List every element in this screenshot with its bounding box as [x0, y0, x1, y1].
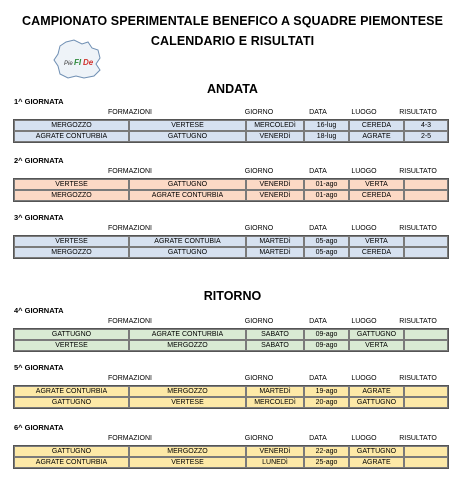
header-risultato: RISULTATO	[399, 375, 437, 382]
match-home-cell: MERGOZZO	[14, 120, 129, 131]
match-row	[14, 397, 448, 408]
match-day-cell: MERCOLEDì	[246, 120, 304, 131]
page-title: CAMPIONATO SPERIMENTALE BENEFICO A SQUADRE PIEMONTESE	[21, 14, 444, 28]
match-result-cell	[404, 236, 448, 247]
match-place-cell: GATTUGNO	[349, 446, 404, 457]
match-place-cell: CEREDA	[349, 190, 404, 201]
match-home-cell: VERTESE	[14, 179, 129, 190]
match-date-cell: 05-ago	[304, 247, 349, 258]
match-day-cell: VENERDì	[246, 446, 304, 457]
match-home-cell: AGRATE CONTURBIA	[14, 457, 129, 468]
match-result-cell	[404, 386, 448, 397]
match-away-cell: MERGOZZO	[129, 340, 246, 351]
match-home-cell: GATTUGNO	[14, 329, 129, 340]
match-date-cell: 19-ago	[304, 386, 349, 397]
match-day-cell: MARTEDì	[246, 247, 304, 258]
header-luogo: LUOGO	[351, 225, 377, 232]
svg-text:Pie: Pie	[64, 61, 73, 67]
match-day-cell: VENERDì	[246, 190, 304, 201]
match-home-cell: GATTUGNO	[14, 397, 129, 408]
header-formazioni: FORMAZIONI	[108, 168, 152, 175]
match-day-cell: VENERDì	[246, 179, 304, 190]
match-result-cell	[404, 190, 448, 201]
header-luogo: LUOGO	[351, 109, 377, 116]
match-away-cell: VERTESE	[129, 397, 246, 408]
match-away-cell: GATTUGNO	[129, 247, 246, 258]
match-result-cell	[404, 179, 448, 190]
header-formazioni: FORMAZIONI	[108, 109, 152, 116]
header-luogo: LUOGO	[351, 435, 377, 442]
match-place-cell: VERTA	[349, 340, 404, 351]
match-place-cell: CEREDA	[349, 120, 404, 131]
match-row	[14, 247, 448, 258]
match-date-cell: 22-ago	[304, 446, 349, 457]
svg-text:FI: FI	[74, 58, 82, 67]
header-luogo: LUOGO	[351, 318, 377, 325]
match-place-cell: GATTUGNO	[349, 329, 404, 340]
match-home-cell: MERGOZZO	[14, 247, 129, 258]
match-row	[14, 446, 448, 457]
match-place-cell: AGRATE	[349, 131, 404, 142]
match-day-cell: MERCOLEDì	[246, 397, 304, 408]
match-home-cell: MERGOZZO	[14, 190, 129, 201]
match-day-cell: SABATO	[246, 340, 304, 351]
match-place-cell: GATTUGNO	[349, 397, 404, 408]
header-formazioni: FORMAZIONI	[108, 435, 152, 442]
match-day-cell: VENERDì	[246, 131, 304, 142]
match-away-cell: VERTESE	[129, 457, 246, 468]
header-data: DATA	[309, 375, 327, 382]
header-luogo: LUOGO	[351, 375, 377, 382]
match-result-cell	[404, 397, 448, 408]
round-label: 1^ GIORNATA	[14, 97, 64, 106]
header-formazioni: FORMAZIONI	[108, 225, 152, 232]
round-label: 3^ GIORNATA	[14, 213, 64, 222]
match-result-cell	[404, 446, 448, 457]
match-day-cell: MARTEDì	[246, 236, 304, 247]
match-row	[14, 120, 448, 131]
match-row	[14, 386, 448, 397]
match-result-cell	[404, 340, 448, 351]
match-away-cell: GATTUGNO	[129, 179, 246, 190]
match-home-cell: VERTESE	[14, 340, 129, 351]
match-home-cell: AGRATE CONTURBIA	[14, 386, 129, 397]
match-row	[14, 340, 448, 351]
match-away-cell: MERGOZZO	[129, 446, 246, 457]
header-risultato: RISULTATO	[399, 109, 437, 116]
header-data: DATA	[309, 435, 327, 442]
match-date-cell: 16-lug	[304, 120, 349, 131]
match-date-cell: 05-ago	[304, 236, 349, 247]
svg-text:De: De	[83, 58, 94, 67]
match-date-cell: 01-ago	[304, 179, 349, 190]
match-away-cell: GATTUGNO	[129, 131, 246, 142]
header-risultato: RISULTATO	[399, 435, 437, 442]
match-place-cell: CEREDA	[349, 247, 404, 258]
match-away-cell: AGRATE CONTURBIA	[129, 329, 246, 340]
round-label: 6^ GIORNATA	[14, 423, 64, 432]
match-row	[14, 190, 448, 201]
round-label: 4^ GIORNATA	[14, 306, 64, 315]
match-result-cell	[404, 247, 448, 258]
match-row	[14, 179, 448, 190]
header-formazioni: FORMAZIONI	[108, 375, 152, 382]
match-home-cell: VERTESE	[14, 236, 129, 247]
match-place-cell: VERTA	[349, 179, 404, 190]
match-row	[14, 457, 448, 468]
match-row	[14, 329, 448, 340]
match-result-cell: 2-5	[404, 131, 448, 142]
header-formazioni: FORMAZIONI	[108, 318, 152, 325]
piedmont-logo-icon	[52, 38, 106, 82]
match-away-cell: VERTESE	[129, 120, 246, 131]
match-place-cell: VERTA	[349, 236, 404, 247]
match-date-cell: 18-lug	[304, 131, 349, 142]
header-risultato: RISULTATO	[399, 318, 437, 325]
header-data: DATA	[309, 318, 327, 325]
match-away-cell: AGRATE CONTUBIA	[129, 236, 246, 247]
match-date-cell: 25-ago	[304, 457, 349, 468]
match-result-cell	[404, 457, 448, 468]
header-giorno: GIORNO	[244, 435, 274, 442]
match-day-cell: LUNEDì	[246, 457, 304, 468]
section-title-andata: ANDATA	[207, 82, 258, 96]
match-date-cell: 01-ago	[304, 190, 349, 201]
match-place-cell: AGRATE	[349, 386, 404, 397]
header-giorno: GIORNO	[244, 168, 274, 175]
match-home-cell: GATTUGNO	[14, 446, 129, 457]
header-giorno: GIORNO	[244, 225, 274, 232]
match-row	[14, 236, 448, 247]
match-place-cell: AGRATE	[349, 457, 404, 468]
match-day-cell: SABATO	[246, 329, 304, 340]
match-home-cell: AGRATE CONTURBIA	[14, 131, 129, 142]
page-subtitle: CALENDARIO E RISULTATI	[150, 34, 315, 48]
header-giorno: GIORNO	[244, 109, 274, 116]
match-date-cell: 20-ago	[304, 397, 349, 408]
section-title-ritorno: RITORNO	[203, 289, 262, 303]
match-date-cell: 09-ago	[304, 329, 349, 340]
match-away-cell: MERGOZZO	[129, 386, 246, 397]
header-data: DATA	[309, 225, 327, 232]
match-away-cell: AGRATE CONTURBIA	[129, 190, 246, 201]
header-giorno: GIORNO	[244, 318, 274, 325]
match-row	[14, 131, 448, 142]
header-data: DATA	[309, 168, 327, 175]
round-label: 2^ GIORNATA	[14, 156, 64, 165]
header-risultato: RISULTATO	[399, 225, 437, 232]
match-result-cell	[404, 329, 448, 340]
header-giorno: GIORNO	[244, 375, 274, 382]
header-risultato: RISULTATO	[399, 168, 437, 175]
match-date-cell: 09-ago	[304, 340, 349, 351]
round-label: 5^ GIORNATA	[14, 363, 64, 372]
header-data: DATA	[309, 109, 327, 116]
match-day-cell: MARTEDì	[246, 386, 304, 397]
match-result-cell: 4-3	[404, 120, 448, 131]
header-luogo: LUOGO	[351, 168, 377, 175]
